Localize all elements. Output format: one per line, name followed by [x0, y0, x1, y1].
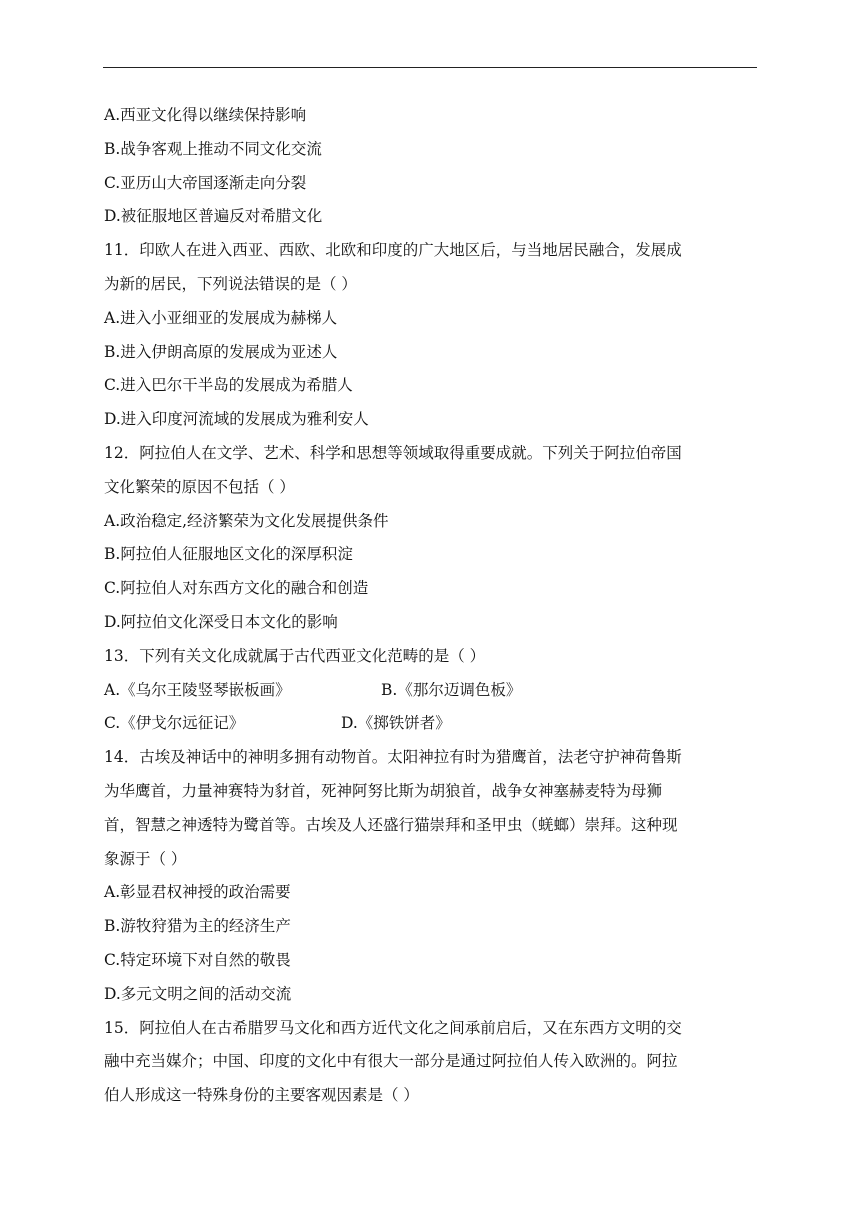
- q15-stem-line-1: 15．阿拉伯人在古希腊罗马文化和西方近代文化之间承前启后，又在东西方文明的交: [104, 1018, 682, 1037]
- q11-stem-line-1: 11．印欧人在进入西亚、西欧、北欧和印度的广大地区后，与当地居民融合，发展成: [104, 241, 682, 260]
- q13-option-a: A.《乌尔王陵竖琴嵌板画》: [104, 680, 291, 699]
- q14-option-b: B.游牧狩猎为主的经济生产: [104, 917, 291, 936]
- q14-stem-line-2: 为华鹰首，力量神赛特为豺首，死神阿努比斯为胡狼首，战争女神塞赫麦特为母狮: [104, 781, 663, 800]
- q11-option-b: B.进入伊朗高原的发展成为亚述人: [104, 342, 338, 361]
- q12-stem-line-2: 文化繁荣的原因不包括（ ）: [104, 477, 295, 496]
- document-body: [104, 99, 752, 1113]
- q10-option-c: C.亚历山大帝国逐渐走向分裂: [104, 173, 307, 192]
- q11-option-a: A.进入小亚细亚的发展成为赫梯人: [104, 308, 338, 327]
- q13-option-c: C.《伊戈尔远征记》: [104, 714, 245, 733]
- q12-stem-line-1: 12．阿拉伯人在文学、艺术、科学和思想等领域取得重要成就。下列关于阿拉伯帝国: [104, 443, 682, 462]
- q12-option-d: D.阿拉伯文化深受日本文化的影响: [104, 612, 338, 631]
- q14-option-c: C.特定环境下对自然的敬畏: [104, 950, 291, 969]
- header-rule: [103, 67, 757, 68]
- q13-options-row-1: [104, 674, 752, 708]
- q12-option-b: B.阿拉伯人征服地区文化的深厚积淀: [104, 545, 353, 564]
- q12-option-a: A.政治稳定,经济繁荣为文化发展提供条件: [104, 511, 389, 530]
- q15-stem-line-2: 融中充当媒介；中国、印度的文化中有很大一部分是通过阿拉伯人传入欧洲的。阿拉: [104, 1052, 678, 1071]
- q13-stem: 13．下列有关文化成就属于古代西亚文化范畴的是（ ）: [104, 646, 486, 665]
- q11-option-c: C.进入巴尔干半岛的发展成为希腊人: [104, 376, 353, 395]
- q13-options-row-2: [104, 707, 752, 741]
- q14-stem-line-3: 首，智慧之神透特为鹭首等。古埃及人还盛行猫崇拜和圣甲虫（蜣螂）崇拜。这种现: [104, 815, 678, 834]
- q14-stem-line-4: 象源于（ ）: [104, 849, 187, 868]
- q14-option-a: A.彰显君权神授的政治需要: [104, 883, 291, 902]
- q11-option-d: D.进入印度河流域的发展成为雅利安人: [104, 410, 369, 429]
- q14-option-d: D.多元文明之间的活动交流: [104, 984, 292, 1003]
- q15-stem-line-3: 伯人形成这一特殊身份的主要客观因素是（ ）: [104, 1086, 419, 1105]
- q10-option-b: B.战争客观上推动不同文化交流: [104, 139, 322, 158]
- q14-stem-line-1: 14．古埃及神话中的神明多拥有动物首。太阳神拉有时为猎鹰首，法老守护神荷鲁斯: [104, 748, 682, 767]
- q10-option-d: D.被征服地区普遍反对希腊文化: [104, 207, 323, 226]
- q10-option-a: A.西亚文化得以继续保持影响: [104, 106, 307, 124]
- q13-option-b: B.《那尔迈调色板》: [381, 680, 522, 699]
- q12-option-c: C.阿拉伯人对东西方文化的融合和创造: [104, 579, 369, 598]
- q13-option-d: D.《掷铁饼者》: [341, 714, 451, 733]
- q11-stem-line-2: 为新的居民，下列说法错误的是（ ）: [104, 274, 357, 293]
